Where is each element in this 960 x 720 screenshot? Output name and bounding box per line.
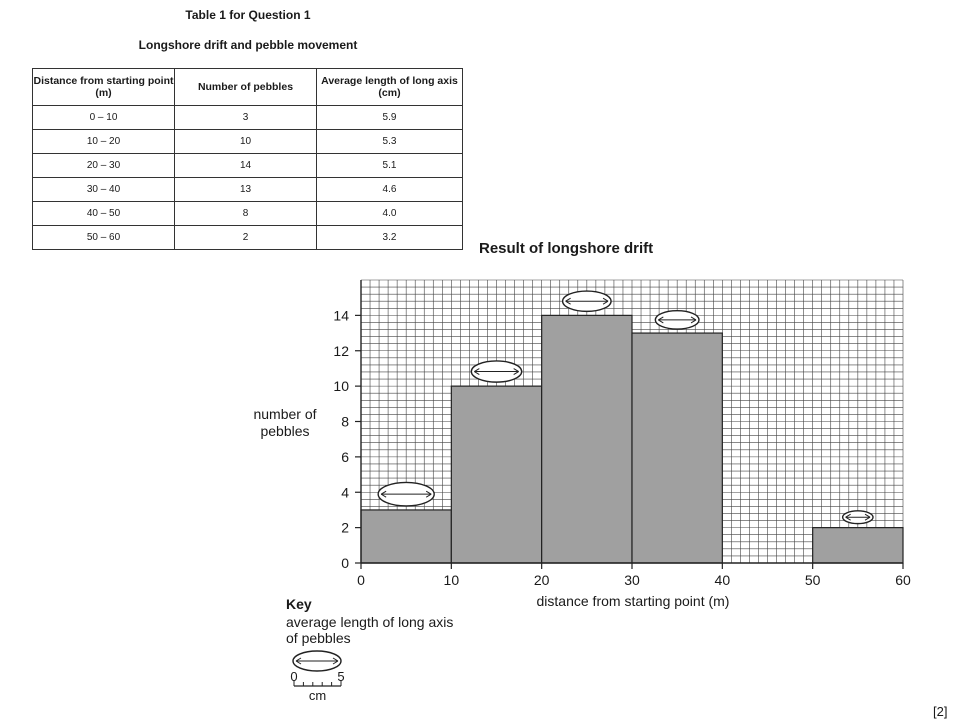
- table-cell: 20 – 30: [33, 154, 175, 178]
- table-cell: 13: [175, 178, 317, 202]
- histogram-bar: [813, 528, 903, 563]
- histogram-bar: [542, 315, 632, 563]
- table-cell: 14: [175, 154, 317, 178]
- y-tick-label: 8: [341, 413, 349, 430]
- table-cell: 8: [175, 202, 317, 226]
- table-cell: 5.3: [317, 130, 463, 154]
- table-cell: 4.6: [317, 178, 463, 202]
- table-header-count: Number of pebbles: [175, 69, 317, 106]
- table-title: Table 1 for Question 1: [185, 8, 311, 22]
- x-tick-label: 30: [624, 572, 640, 588]
- y-axis-label: number of pebbles: [253, 406, 317, 439]
- y-tick-label: 14: [333, 307, 349, 324]
- table-cell: 50 – 60: [33, 226, 175, 250]
- histogram-bar: [632, 333, 722, 563]
- table-header-length: Average length of long axis (cm): [317, 69, 463, 106]
- table-cell: 10: [175, 130, 317, 154]
- chart-title: Result of longshore drift: [479, 240, 654, 257]
- key-scale-label: 5: [337, 669, 345, 684]
- table-header-distance: Distance from starting point (m): [33, 69, 175, 106]
- table-cell: 3: [175, 106, 317, 130]
- y-tick-label: 12: [333, 342, 349, 359]
- table-cell: 30 – 40: [33, 178, 175, 202]
- y-tick-label: 2: [341, 519, 349, 536]
- table-cell: 5.9: [317, 106, 463, 130]
- y-tick-label: 10: [333, 378, 349, 395]
- y-tick-label: 6: [341, 448, 349, 465]
- y-tick-label: 0: [341, 555, 349, 571]
- x-tick-label: 50: [804, 572, 821, 588]
- table-cell: 3.2: [317, 226, 463, 250]
- table-cell: 4.0: [317, 202, 463, 226]
- x-tick-label: 20: [533, 572, 550, 588]
- table-cell: 2: [175, 226, 317, 250]
- x-tick-label: 10: [443, 572, 460, 588]
- x-tick-label: 0: [357, 572, 365, 588]
- x-tick-label: 40: [714, 572, 731, 588]
- x-axis-label: distance from starting point (m): [536, 593, 730, 609]
- histogram-bar: [451, 386, 541, 563]
- table-cell: 5.1: [317, 154, 463, 178]
- question-marks: [2]: [933, 704, 948, 719]
- histogram-bar: [361, 510, 451, 563]
- x-tick-label: 60: [895, 572, 911, 588]
- key-scale-label: 0: [290, 669, 298, 684]
- table-cell: 0 – 10: [33, 106, 175, 130]
- key-description: average length of long axis of pebbles: [286, 614, 454, 646]
- key-scale-unit: cm: [308, 688, 327, 703]
- y-tick-label: 4: [341, 484, 349, 501]
- key-title: Key: [286, 596, 312, 612]
- table-cell: 40 – 50: [33, 202, 175, 226]
- table-cell: 10 – 20: [33, 130, 175, 154]
- table-subtitle: Longshore drift and pebble movement: [138, 38, 358, 52]
